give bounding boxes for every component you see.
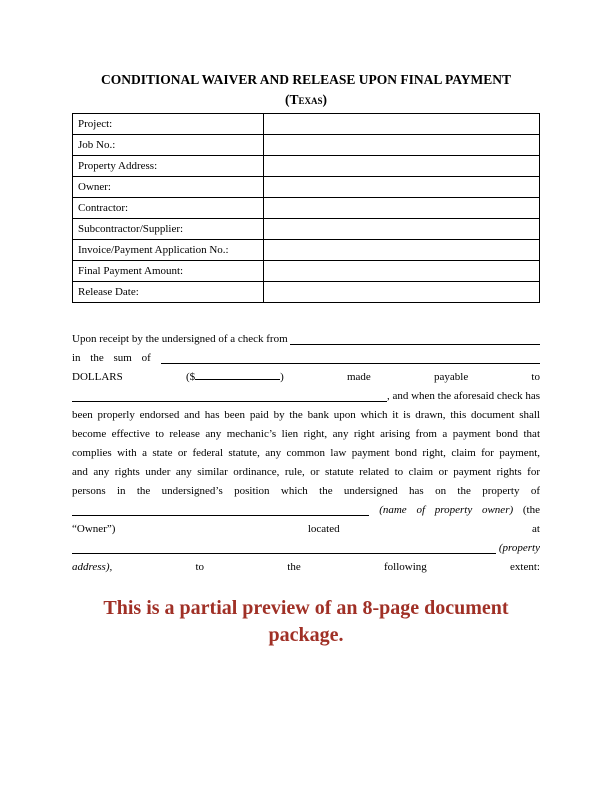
body-text: (name of property owner) xyxy=(369,504,523,516)
row-value xyxy=(264,219,540,240)
table-row xyxy=(73,177,540,198)
body-line xyxy=(72,406,540,425)
body-text: to xyxy=(531,371,540,383)
body-line xyxy=(72,520,540,539)
row-label: Property Address: xyxy=(73,156,264,177)
body-text: and any rights under any similar ordinance, rule, or statute related to claim or payment rights for xyxy=(72,466,540,478)
body-line xyxy=(72,501,540,520)
body-line xyxy=(72,463,540,482)
table-row xyxy=(73,282,540,303)
body-line xyxy=(72,558,540,577)
row-label: Contractor: xyxy=(73,198,264,219)
info-table-body xyxy=(73,114,540,303)
body-text: in the sum of xyxy=(72,352,161,364)
body-text: become effective to release any mechanic’s lien right, any right arising from a payment bond that xyxy=(72,428,540,440)
body-line xyxy=(72,349,540,368)
table-row xyxy=(73,156,540,177)
table-row xyxy=(73,198,540,219)
row-label: Invoice/Payment Application No.: xyxy=(73,240,264,261)
row-value xyxy=(264,198,540,219)
body-text: (property xyxy=(496,542,540,554)
row-value xyxy=(264,240,540,261)
table-row xyxy=(73,240,540,261)
body-text: payable xyxy=(434,371,469,383)
body-text: address), xyxy=(72,561,113,573)
blank-underline xyxy=(195,379,280,380)
body-line xyxy=(72,425,540,444)
body-text: to xyxy=(195,561,205,573)
document-title: CONDITIONAL WAIVER AND RELEASE UPON FINAL PAYMENT xyxy=(100,72,512,87)
blank-underline xyxy=(290,344,540,345)
body-text: “Owner”) xyxy=(72,523,116,535)
table-row xyxy=(73,135,540,156)
row-value xyxy=(264,177,540,198)
amount-blank: ($ ) xyxy=(185,371,284,383)
row-value xyxy=(264,261,540,282)
body-text: persons in the undersigned’s position which the undersigned has on the property of xyxy=(72,485,540,497)
document-content xyxy=(72,0,540,649)
body-text: the xyxy=(287,561,301,573)
preview-notice: This is a partial preview of an 8-page document package. xyxy=(103,597,509,646)
body-text: DOLLARS xyxy=(72,371,123,383)
blank-underline xyxy=(72,553,496,554)
table-row xyxy=(73,219,540,240)
body-text: complies with a state or federal statute, any common law payment bond right, claim for payment, xyxy=(72,447,540,459)
body-text: made xyxy=(346,371,371,383)
body-line xyxy=(72,330,540,349)
row-label: Final Payment Amount: xyxy=(73,261,264,282)
body-line xyxy=(72,444,540,463)
body-line xyxy=(72,482,540,501)
body-line xyxy=(72,368,540,387)
blank-underline xyxy=(72,401,387,402)
row-label: Job No.: xyxy=(73,135,264,156)
row-label: Subcontractor/Supplier: xyxy=(73,219,264,240)
body-text: (the xyxy=(522,504,540,516)
row-label: Project: xyxy=(73,114,264,135)
body-line xyxy=(72,539,540,558)
body-paragraph xyxy=(72,330,540,577)
body-text: extent: xyxy=(510,561,540,573)
body-text: , and when the aforesaid check has xyxy=(386,390,540,402)
document-subtitle: (Texas) xyxy=(284,92,327,107)
info-table xyxy=(72,113,540,303)
row-value xyxy=(264,114,540,135)
body-text: located xyxy=(307,523,340,535)
table-row xyxy=(73,114,540,135)
row-label: Release Date: xyxy=(73,282,264,303)
body-text: following xyxy=(384,561,427,573)
table-row xyxy=(73,261,540,282)
blank-underline xyxy=(161,363,541,364)
blank-underline xyxy=(72,515,369,516)
row-value xyxy=(264,135,540,156)
body-text: Upon receipt by the undersigned of a check from xyxy=(72,333,291,345)
body-text: at xyxy=(532,523,540,535)
row-value xyxy=(264,156,540,177)
row-value xyxy=(264,282,540,303)
body-text: been properly endorsed and has been paid by the bank upon which it is drawn, this document shall xyxy=(72,409,540,421)
row-label: Owner: xyxy=(73,177,264,198)
body-line xyxy=(72,387,540,406)
